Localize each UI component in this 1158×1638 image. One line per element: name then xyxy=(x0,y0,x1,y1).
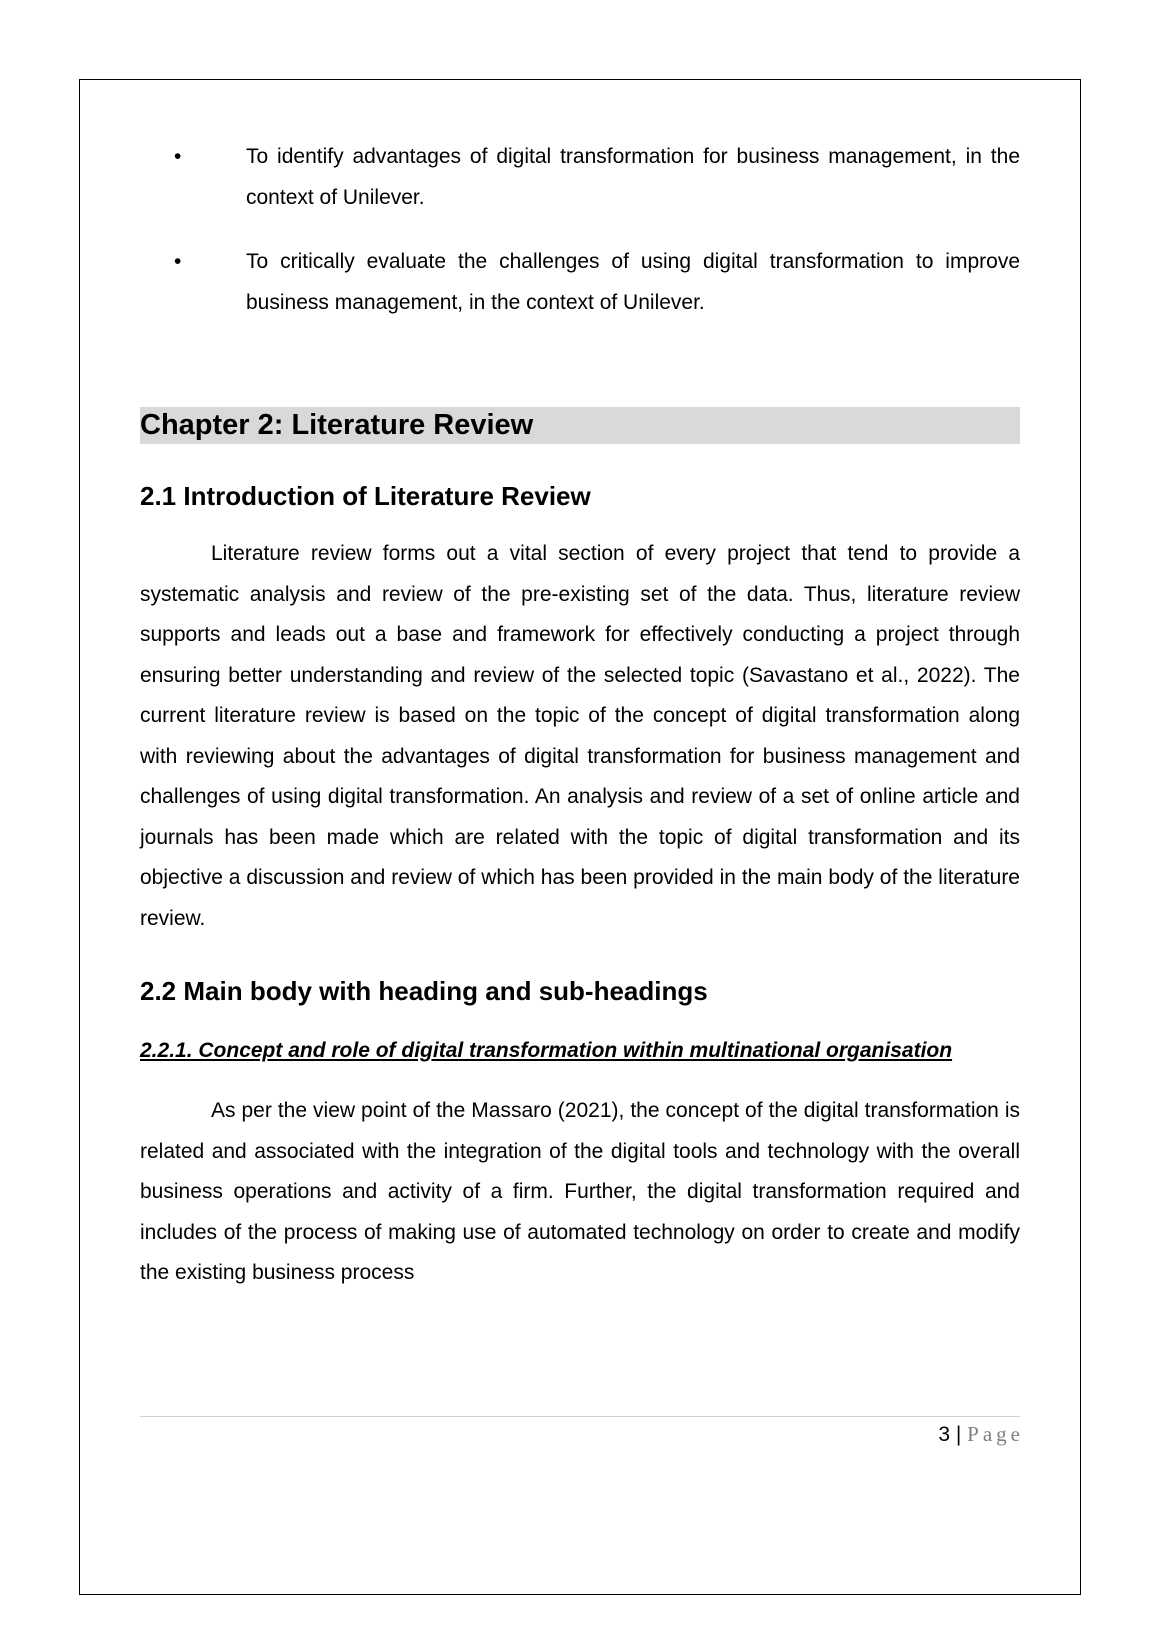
bullet-icon: • xyxy=(174,145,182,168)
subsection-heading-2-2-1: 2.2.1. Concept and role of digital transformation within multinational organisation xyxy=(140,1039,953,1062)
list-item xyxy=(140,241,1020,323)
section-heading-2-1: 2.1 Introduction of Literature Review xyxy=(140,481,591,511)
page-footer xyxy=(140,1420,1024,1449)
document-body xyxy=(140,136,1020,1294)
list-item-text: To critically evaluate the challenges of using digital transformation to improve business management, in the context of Unilever. xyxy=(246,250,1020,314)
section-heading-2-2: 2.2 Main body with heading and sub-headings xyxy=(140,976,708,1006)
section-2-2-1-paragraph: As per the view point of the Massaro (2021), the concept of the digital transformation is related and associated with the integration of the digital tools and technology with the overall business operations and activity of a firm. Further, the digital transformation required and includes of the process of making use of automated technology on order to create and modify the existing business process xyxy=(140,1099,1020,1284)
list-item xyxy=(140,136,1020,218)
footer-separator: | xyxy=(950,1423,968,1446)
section-2-1-paragraph: Literature review forms out a vital section of every project that tend to provide a systematic analysis and review of the pre-existing set of the data. Thus, literature review supports and leads out a base and framework for effectively conducting a project through ensuring better understanding and review of the selected topic (Savastano et al., 2022). The current literature review is based on the topic of the concept of digital transformation along with reviewing about the advantages of digital transformation for business management and challenges of using digital transformation. An analysis and review of a set of online article and journals has been made which are related with the topic of digital transformation and its objective a discussion and review of which has been provided in the main body of the literature review. xyxy=(140,542,1020,930)
footer-divider xyxy=(140,1416,1020,1417)
objectives-list xyxy=(140,136,1020,323)
bullet-icon: • xyxy=(174,250,182,273)
page-number: 3 xyxy=(938,1423,951,1446)
page-label: Page xyxy=(967,1422,1024,1446)
chapter-title: Chapter 2: Literature Review xyxy=(140,407,1020,444)
list-item-text: To identify advantages of digital transformation for business management, in the context of Unilever. xyxy=(246,145,1020,209)
